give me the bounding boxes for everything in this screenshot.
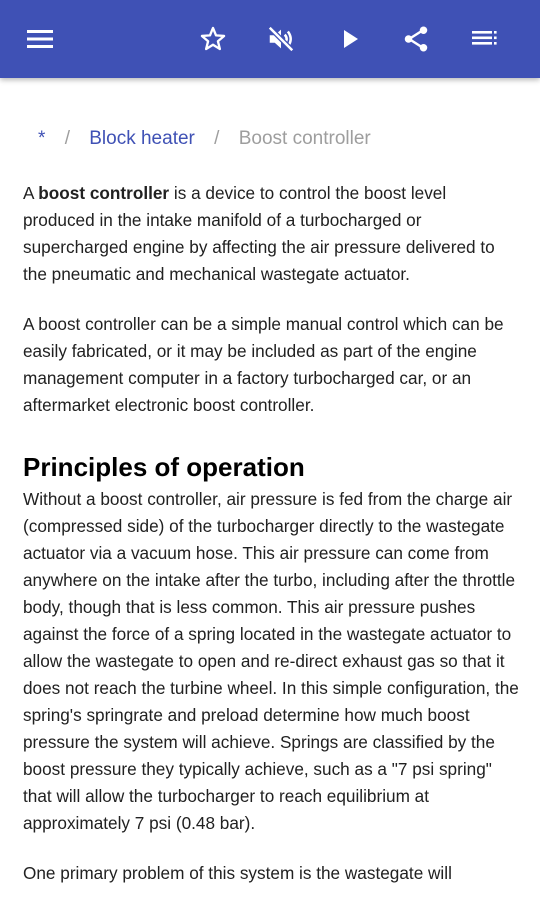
favorite-button[interactable] [193, 19, 233, 59]
intro-bold-term: boost controller [38, 183, 170, 203]
breadcrumb [38, 127, 371, 151]
star-icon [199, 25, 227, 53]
paragraph-2: A boost controller can be a simple manual control which can be easily fabricated, or it may be included as part of the engine management computer in a factory turbocharged car, or an aftermarket electronic boost controller. [23, 314, 504, 415]
intro-prefix: A [23, 183, 39, 203]
breadcrumb-current: Boost controller [238, 128, 371, 149]
menu-button[interactable] [20, 19, 60, 59]
breadcrumb-separator: / [214, 128, 220, 149]
section-heading: Principles of operation [23, 452, 305, 482]
contents-button[interactable] [464, 19, 504, 59]
mute-button[interactable] [261, 19, 301, 59]
article-content [0, 78, 540, 900]
share-icon [401, 24, 431, 54]
paragraph-3: Without a boost controller, air pressure is fed from the charge air (compressed side) of the turbocharger directly to the wastegate actuator via a vacuum hose. This air pressure can come from anywhere on the intake after the turbo, including after the throttle body, though that is less common. This air pressure pushes against the force of a spring located in the wastegate actuator to allow the wastegate to open and re-direct exhaust gas so that it does not reach the turbine wheel. In this simple configuration, the spring's springrate and preload determine how much boost pressure the system will achieve. Springs are classified by the boost pressure they typically achieve, such as a "7 psi spring" that will allow the turbocharger to reach equilibrium at approximately 7 psi (0.48 bar). [23, 489, 519, 833]
breadcrumb-parent[interactable]: Block heater [89, 128, 195, 149]
article-body [23, 180, 519, 900]
share-button[interactable] [396, 19, 436, 59]
play-icon [338, 27, 362, 51]
intro-paragraph [23, 180, 519, 288]
contents-icon [470, 27, 498, 51]
menu-icon [26, 27, 54, 51]
paragraph-4: One primary problem of this system is the wastegate will [23, 863, 452, 883]
app-bar [0, 0, 540, 78]
play-button[interactable] [330, 19, 370, 59]
mute-icon [266, 24, 296, 54]
breadcrumb-home[interactable]: * [38, 128, 46, 149]
breadcrumb-separator: / [64, 128, 70, 149]
intro-rest: is a device to control the boost level produced in the intake manifold of a turbocharged or supercharged engine by affecting the air pressure delivered to the pneumatic and mechanical wastegate actuator. [23, 183, 495, 284]
